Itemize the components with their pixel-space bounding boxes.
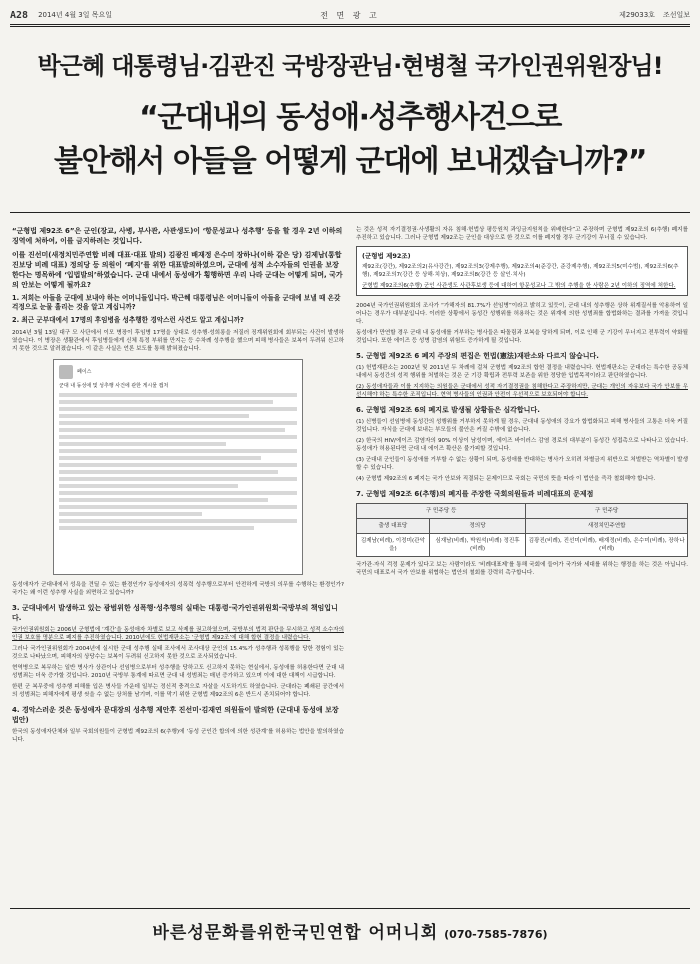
top-rule	[10, 24, 690, 25]
right-para-1: 2004년 국가인권위원회의 조사가 “가해자의 81.7%가 선임병”이라고 밝히고 있듯이, 군대 내의 성추행은 상하 위계질서를 악용하여 일어나는 경우가 대부분입니다. 이러한 상황에서 동성간 성행위를 허용하는 것은 위계에 의한 성범죄를 합법화하는 결과를 가져올 것입니다.	[356, 303, 688, 325]
section-6-para-c: (3) 군대내 군인들이 동성애를 거부할 수 없는 상황이 되며, 동성애를 반대하는 병사가 오히려 차별금지 위반으로 처벌받는 역차별이 발생할 수 있습니다.	[356, 457, 688, 471]
table-subhead-2: 정의당	[429, 519, 525, 534]
section-6-para-b: (2) 한국의 HIV/에이즈 감염자의 90% 이상이 남성이며, 에이즈 바이러스 감염 경로의 대부분이 동성간 성접촉으로 나타나고 있습니다. 동성애가 허용된다면 군대 내 에이즈 확산은 불가피할 것입니다.	[356, 438, 688, 452]
law-box	[356, 246, 688, 296]
table-subhead-1: 출생 대표당	[357, 519, 430, 534]
table-head-right: 구 민주당	[526, 504, 688, 519]
right-column	[356, 226, 688, 580]
section-6-heading: 6. 군형법 제92조 6의 폐지로 발생될 상황들은 심각합니다.	[356, 406, 540, 414]
table-subhead-3: 새정치민주연합	[526, 519, 688, 534]
section-4-body: 한국의 동성애자단체와 일부 국회의원들이 군형법 제92조의 6(추행)에 ‘동성 군인간 합의에 의한 성관계’를 허용하는 법안을 발의하였습니다.	[12, 729, 344, 743]
legislators-table	[356, 503, 688, 557]
organization-phone: (070-7585-7876)	[444, 928, 548, 941]
section-7-body: 국가관·자식 걱정 문제가 있다고 보는 사람이라도 ‘비례대표제’를 통해 국회에 들어가 국가와 세대를 위하는 행정을 하는 것은 아닙니다. 국민의 대표로서 국가 안보를 위협하는 법안의 철회를 강력히 촉구합니다.	[356, 562, 688, 576]
footer-rule	[10, 908, 690, 909]
section-7-heading: 7. 군형법 제92조 6(추행)의 폐지를 주장한 국회의원들과 비례대표의 문제점	[356, 490, 594, 498]
law-box-title: (군형법 제92조)	[362, 252, 411, 260]
right-intro: 는 것은 성적 자기결정권·사생활의 자유 침해·헌법상 평등원칙 과잉금지원칙을 위배한다”고 주장하며 군형법 제92조의 6(추행) 폐지를 추진하고 있습니다. 그러나 군형법 제92조는 군인을 대상으로 한 것으로 이를 폐지할 경우 군기강이 무너질 수 있습니다.	[356, 227, 688, 241]
headline-address: 박근혜 대통령님·김관진 국방장관님·현병철 국가인권위원장님!	[37, 52, 663, 80]
law-box-note: 군형법 제92조의6(추행) 군인 사관생도 사관후보생 등에 대하여 항문성교나 그 밖의 추행을 한 사람은 2년 이하의 징역에 처한다.	[362, 283, 676, 289]
section-4-heading: 4. 경악스러운 것은 동성애자 문대장의 성추행 제안후 진선미·김재연 의원들이 발의한 (군대내 동성애 보장법안)	[12, 706, 339, 724]
section-2-body: 2014년 3월 13일 대구 모 사단에서 이모 병장이 후임병 17명을 상대로 성추행·성희롱을 저질러 징계위원회에 회부되는 사건이 발생하였습니다. 이 병장은 생활관에서 후임병들에게 신체 특정 부위를 만지는 등 수차례 성추행을 했으며 피해 병사들은 보복이 두려워 신고하지 못한 것으로 알려졌습니다. 이 같은 사실은 언론 보도를 통해 밝혀졌습니다.	[12, 330, 344, 352]
top-rule-2	[10, 26, 690, 27]
section-2-body-b: 동성애자가 군대내에서 성욕을 견딜 수 있는 환경인가? 동성애자의 성폭력 성추행으로부터 안전하게 국방의 의무를 수행하는 환경인가? 국가는 왜 이런 성추행 사실을 외면하고 있습니까?	[12, 582, 344, 596]
section-6-para-a: (1) 신병들이 선임병에 동성간의 성행위를 거부하지 못하게 될 경우, 군대내 동성애의 강요가 합법화되고 피해 병사들의 고통은 더욱 커질 것입니다. 자식을 군대에 보내는 부모들의 불안은 커질 수밖에 없습니다.	[356, 419, 688, 433]
issue-date: 2014년 4월 3일 목요일	[38, 11, 113, 19]
issue-number: 제29033호	[619, 11, 655, 19]
table-cell: 김제남(비례), 이정미(관악 을)	[357, 534, 430, 557]
section-5-para-a: (1) 헌법재판소는 2002년 및 2011년 두 차례에 걸쳐 군형법 제92조의 합헌 결정을 내렸습니다. 헌법재판소는 군대라는 특수한 공동체 내에서 동성간의 성적 행위를 처벌하는 것은 군 기강 확립과 전투력 보존을 위한 정당한 입법목적이라고 판단하였습니다.	[356, 365, 688, 379]
headline-quote-line1: “군대내의 동성애·성추행사건으로	[139, 100, 561, 135]
table-row	[357, 534, 688, 557]
table-cell: 김광진(비례), 진선미(비례), 배재정(비례), 은수미(비례), 장하나(비례)	[526, 534, 688, 557]
section-3-para-d: 한편 군 복무중에 성추행 피해를 입은 병사들 가운데 일부는 정신적 충격으로 자살을 시도하기도 하였습니다. 군대라는 폐쇄된 공간에서의 성범죄는 피해자에게 평생 씻을 수 없는 상처를 남기며, 이를 막기 위한 군형법 제92조의 6은 반드시 존치되어야 합니다.	[12, 684, 344, 698]
lead-paragraph-2: 이를 진선미(새정치민주연합 비례 대표·대표 발의) 김광진 배재정 은수미 장하나(이하 같은 당) 김제남(통합진보당 비례 대표) 정의당 등 의원이 ‘폐지’를 위한 대표발의하였으며, 군대에 성적 소수자들의 인권을 보장한다는 명목하에 ‘입법발의’하였습니다. 군대 내에서 동성애가 횡행하면 우리 나라 군대는 어떻게 되며, 국가의 안보는 어떻게 될까요?	[12, 251, 343, 289]
organization-name: 바른성문화를위한국민연합 어머니회	[152, 923, 439, 943]
section-3-para-c: 현역병으로 복무하는 일반 병사가 상관이나 선임병으로부터 성추행을 당하고도 신고하지 못하는 현실에서, 동성애를 허용한다면 군대 내 성범죄는 더욱 증가할 것입니다. 2010년 국방부 통계에 따르면 군대 내 성범죄는 매년 증가하고 있으며 이에 대한 대책이 시급합니다.	[12, 665, 344, 679]
section-2-heading: 2. 최근 군부대에서 17명의 후임병을 성추행한 경악스런 사건도 알고 계십니까?	[12, 316, 244, 324]
page-number: A28	[10, 9, 29, 21]
section-6-para-d: (4) 군형법 제92조의 6 폐지는 국가 안보와 직결되는 문제이므로 국회는 국민의 뜻을 따라 이 법안을 즉각 철회해야 합니다.	[356, 476, 656, 482]
section-5-para-b: (2) 동성애자들과 이를 지지하는 의원들은 군대에서 성적 자기결정권을 침해한다고 주장하지만, 군대는 개인의 자유보다 국가 안보를 우선시해야 하는 특수한 조직입니다. 현역 병사들의 인권과 안전이 우선적으로 보호되어야 합니다.	[356, 384, 688, 398]
law-box-body: 제92조(강간), 제92조의2(유사강간), 제92조의3(강제추행), 제92조의4(준강간, 준강제추행), 제92조의5(미수범), 제92조의6(추행), 제92조의7(강간 등 상해·치상), 제92조의8(강간 등 살인·치사)	[362, 264, 679, 278]
headline-quote	[10, 96, 690, 184]
section-3-para-a: 국가인권위원회는 2006년 군형법에 ‘계간’을 동성애자 차별로 보고 삭제를 권고하였으며, 국방부의 법적 판단을 무시하고 성적 소수자의 인권 보호를 명분으로 폐지를 추진하였습니다. 2010년에도 헌법재판소는 ‘군형법 제92조’에 대해 합헌 결정을 내렸습니다.	[12, 627, 344, 641]
table-head-left: 구 민주당 등	[357, 504, 526, 519]
section-3-para-b: 그러나 국가인권위원회가 2004년에 실시한 군대 성추행 실태 조사에서 조사대상 군인의 15.4%가 성추행과 성폭행을 당한 경험이 있는 것으로 나타났으며, 피해자의 상당수는 보복이 두려워 신고하지 못한 것으로 조사되었습니다.	[12, 646, 344, 660]
section-label: 전 면 광 고	[320, 10, 380, 20]
post-user: 페이스	[77, 368, 92, 375]
section-3-heading: 3. 군대내에서 발생하고 있는 광범위한 성폭행·성추행의 실태는 대통령·국가인권위원회·국방부의 책임입니다.	[12, 604, 338, 622]
lead-paragraph-1: “군형법 제92조 6”은 군인(장교, 사병, 부사관, 사관생도)이 ‘항문성교나 성추행’ 등을 할 경우 2년 이하의 징역에 처하여, 이를 금지하려는 것입니다.	[12, 227, 343, 245]
masthead-bar	[10, 8, 690, 22]
avatar	[59, 365, 73, 379]
left-column	[12, 226, 344, 747]
headline-quote-line2: 불안해서 아들을 어떻게 군대에 보내겠습니까?”	[53, 144, 647, 179]
newspaper-name: 조선일보	[662, 11, 690, 19]
right-para-1b: 동성애가 만연할 경우 군대 내 동성애를 거부하는 병사들은 따돌림과 보복을 당하게 되며, 이로 인해 군 기강이 무너지고 전투력이 약화될 것입니다. 또한 에이즈 등 성병 감염의 위험도 증가하게 될 것입니다.	[356, 330, 688, 344]
post-caption: 군대 내 동성애 및 성추행 사건에 관한 게시물 캡처	[59, 383, 169, 389]
table-cell: 심재남(비례), 박원석(비례) 정진후(비례)	[429, 534, 525, 557]
footer-signature	[10, 918, 690, 943]
headline-rule	[10, 212, 690, 213]
section-1-heading: 1. 저희는 아들을 군대에 보내야 하는 어머니들입니다. 박근혜 대통령님은 어머니들이 아들을 군대에 보낼 때 온갖 걱정으로 눈물 흘리는 것을 알고 계십니까?	[12, 294, 341, 311]
section-5-heading: 5. 군형법 제92조 6 폐지 주장의 편집은 헌법(憲法)재판소와 다르지 않습니다.	[356, 352, 599, 360]
social-post-screenshot	[53, 359, 303, 575]
